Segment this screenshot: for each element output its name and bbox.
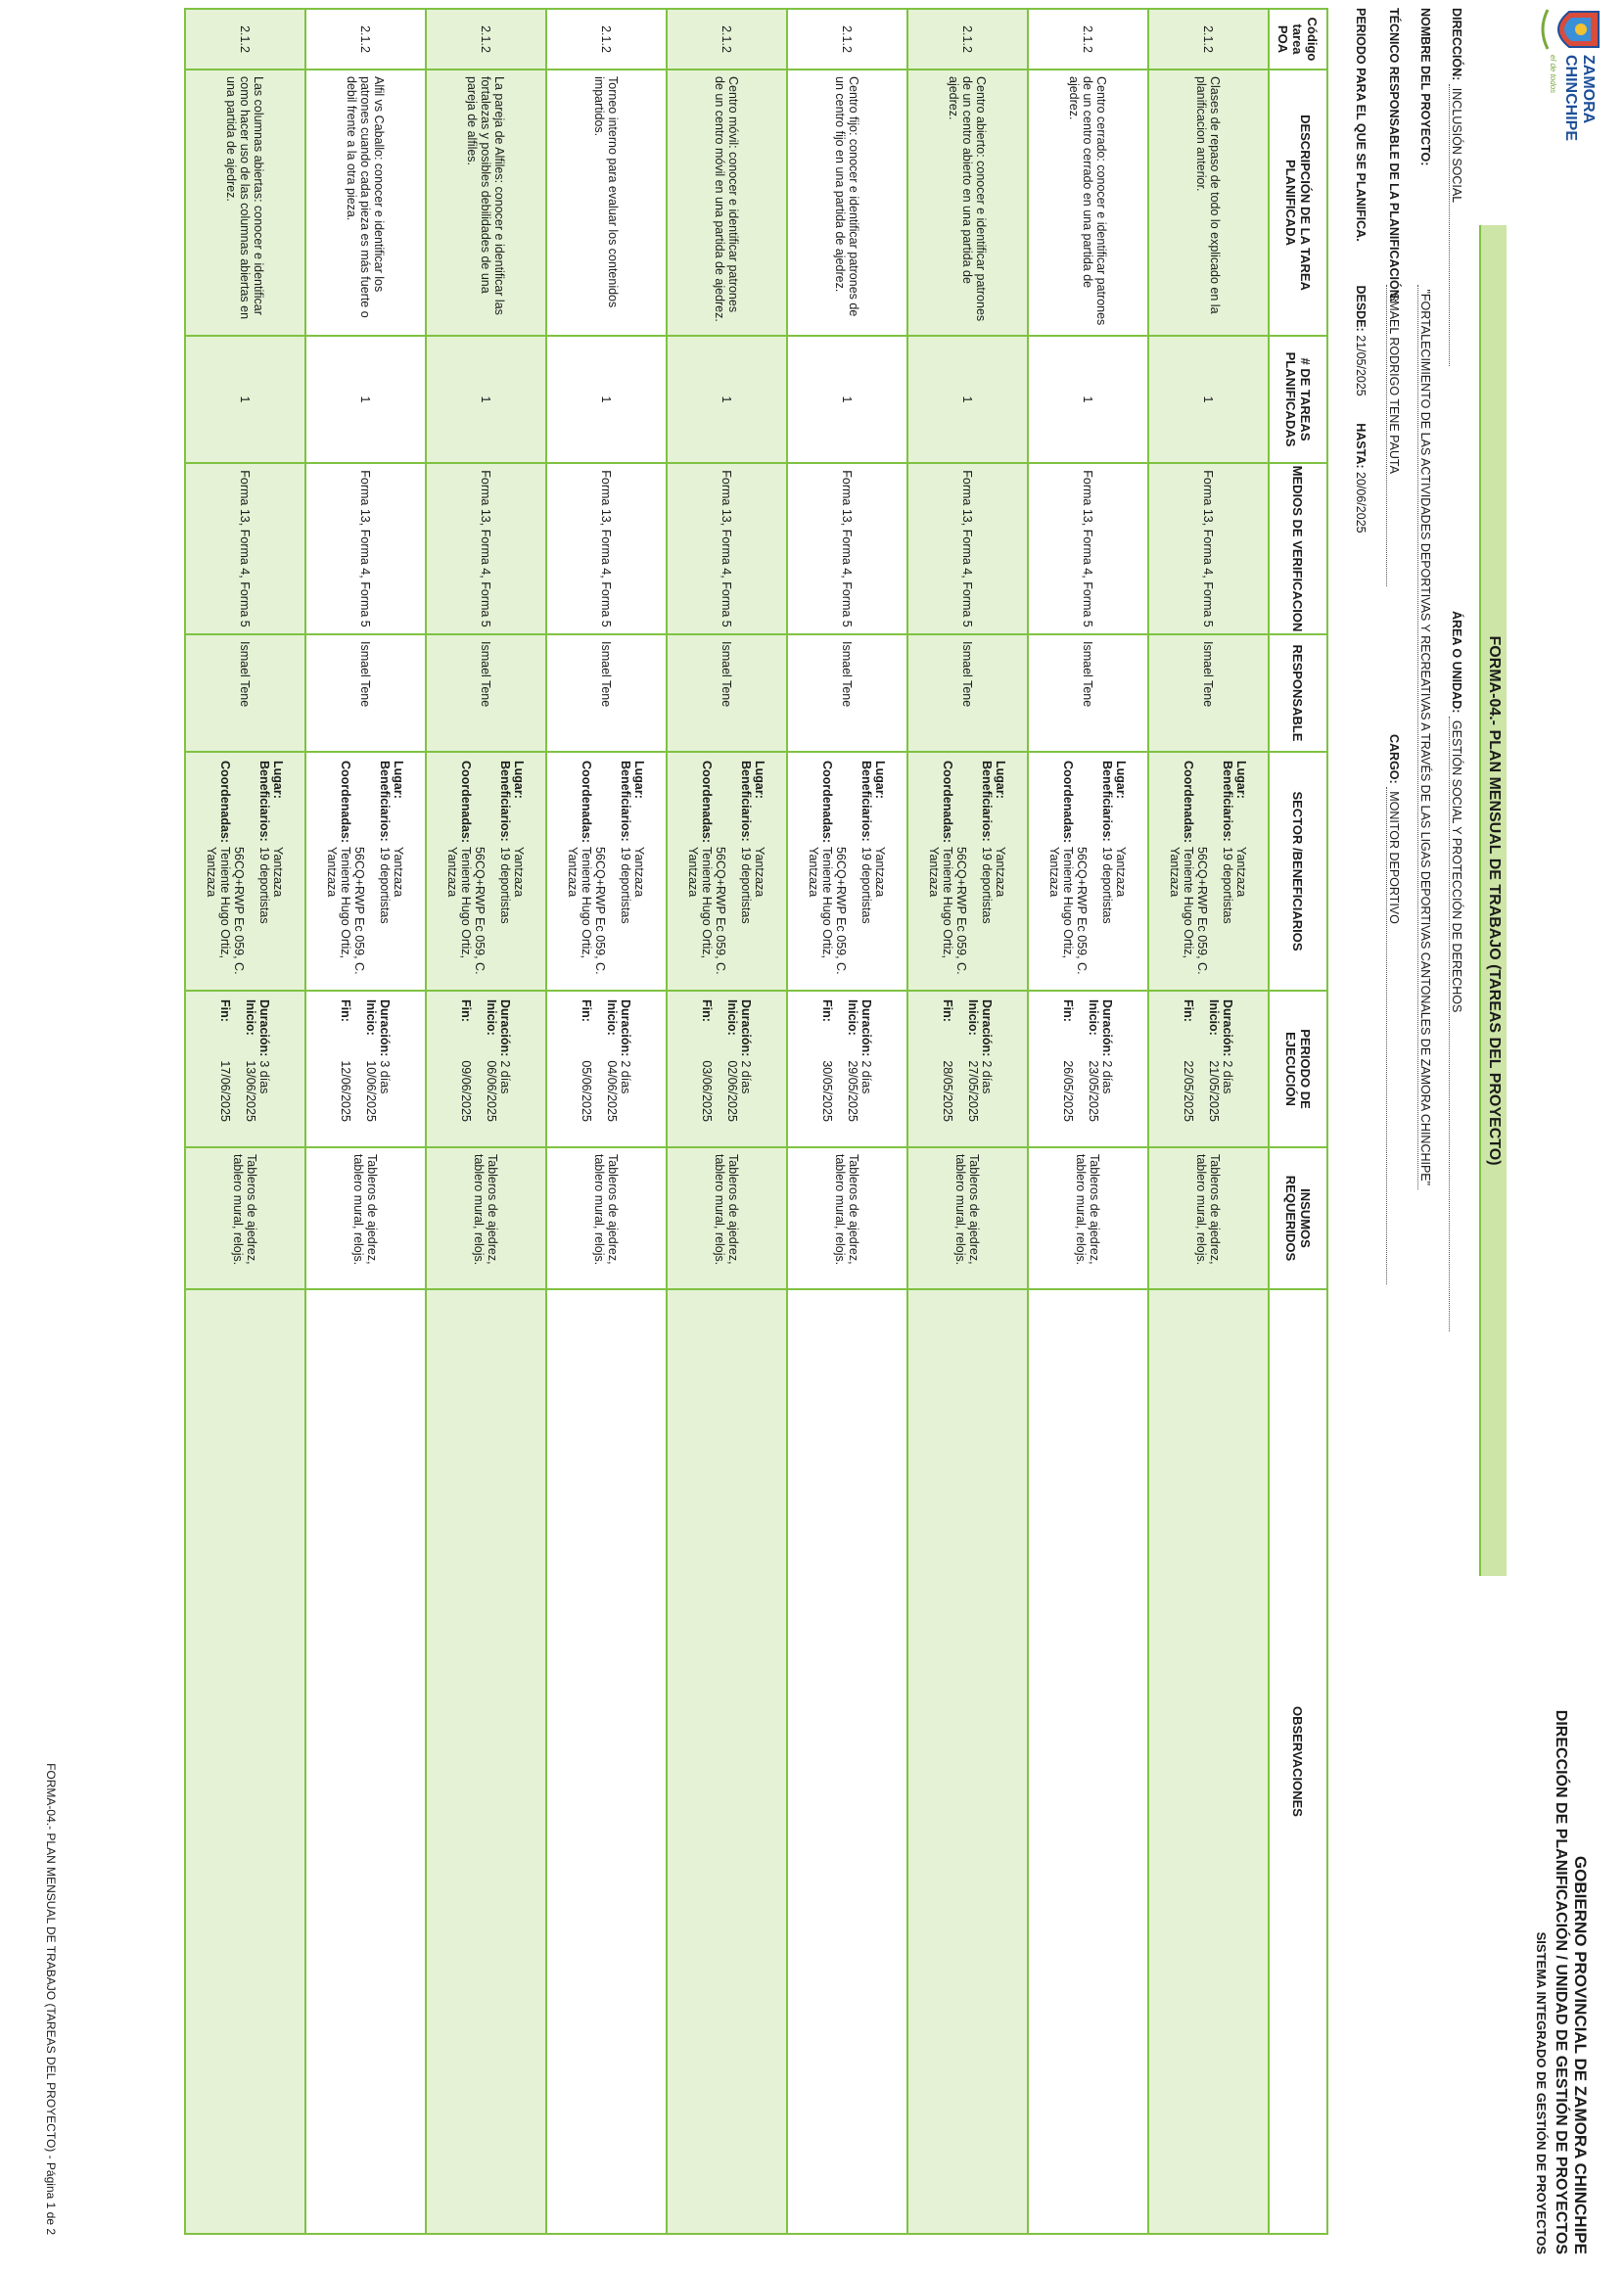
periodo-details [1183,998,1235,1140]
fin-value: 22/05/2025 [1182,1060,1196,1122]
coordenadas-label: Coordenadas: [941,761,955,844]
duracion-label: Duración: [1221,999,1235,1057]
cell-sector [667,752,787,991]
lugar-value: Yantzaza [873,847,888,898]
sector-details [928,759,1008,984]
coordenadas-label: Coordenadas: [339,761,353,844]
cell-insumos: Tableros de ajedrez, tablero mural, relojs. [787,1147,907,1289]
cell-responsable: Ismael Tene [1028,634,1148,752]
cell-medios: Forma 13, Forma 4, Forma 5 [907,463,1028,634]
cell-descripcion: Clases de repaso de todo lo explicado en la planificacion anterior. [1148,70,1269,336]
cell-insumos: Tableros de ajedrez, tablero mural, relojs. [185,1147,305,1289]
coordenadas-label: Coordenadas: [580,761,594,844]
inicio-label: Inicio: [725,999,740,1036]
inicio-label: Inicio: [966,999,981,1036]
duracion-label: Duración: [980,999,995,1057]
sector-details [206,759,286,984]
coordenadas-label: Coordenadas: [1061,761,1076,844]
header-sector: SECTOR /BENEFICIARIOS [1269,752,1327,991]
inicio-value: 13/06/2025 [244,1060,258,1122]
sector-details [567,759,647,984]
beneficiarios-value: 19 deportistas [1221,847,1235,924]
coordenadas-label: Coordenadas: [218,761,233,844]
fin-value: 26/05/2025 [1061,1060,1076,1122]
cell-medios: Forma 13, Forma 4, Forma 5 [787,463,907,634]
tecnico-field [1386,8,1401,586]
lugar-label: Lugar: [271,761,286,799]
duracion-value: 2 días [1100,1060,1115,1094]
cell-codigo: 2.1.2 [787,9,907,70]
cell-observaciones [667,1289,787,2234]
cell-responsable: Ismael Tene [1148,634,1269,752]
cell-codigo: 2.1.2 [667,9,787,70]
inicio-label: Inicio: [364,999,379,1036]
cell-periodo [787,991,907,1147]
sector-details [808,759,888,984]
tasks-table-body [185,9,1269,2234]
cell-descripcion: Centro fijo: conocer e identificar patrones de un centro fijo en una partida de ajedrez. [787,70,907,336]
lugar-label: Lugar: [873,761,888,799]
cell-num-tareas: 1 [667,336,787,463]
cell-responsable: Ismael Tene [426,634,546,752]
lugar-label: Lugar: [994,761,1008,799]
inicio-value: 29/05/2025 [846,1060,860,1122]
coat-of-arms-icon [1540,8,1608,51]
cell-insumos: Tableros de ajedrez, tablero mural, relojs. [305,1147,426,1289]
coordenadas-value: 56CQ+RWP Ec 059, C. Teniente Hugo Ortiz, Yantzaza [686,847,728,975]
lugar-value: Yantzaza [994,847,1008,898]
cell-sector [185,752,305,991]
cell-responsable: Ismael Tene [907,634,1028,752]
lugar-value: Yantzaza [1114,847,1129,898]
lugar-label: Lugar: [392,761,406,799]
duracion-value: 2 días [980,1060,995,1094]
area-label: ÁREA O UNIDAD: [1450,611,1463,714]
cell-sector [787,752,907,991]
header-codigo: Código tarea POA [1269,9,1327,70]
duracion-value: 2 días [1221,1060,1235,1094]
lugar-label: Lugar: [1234,761,1249,799]
fin-label: Fin: [700,999,715,1022]
lugar-value: Yantzaza [392,847,406,898]
beneficiarios-value: 19 deportistas [498,847,513,924]
fin-value: 03/06/2025 [700,1060,715,1122]
cell-responsable: Ismael Tene [305,634,426,752]
cell-periodo [667,991,787,1147]
cell-num-tareas: 1 [546,336,667,463]
desde-value: 21/05/2025 [1354,335,1368,396]
fin-label: Fin: [820,999,835,1022]
periodo-details [460,998,513,1140]
header-line2: DIRECCIÓN DE PLANIFICACIÓN / UNIDAD DE GESTIÓN DE PROYECTOS [1553,1709,1569,2254]
duracion-label: Duración: [619,999,633,1057]
inicio-label: Inicio: [846,999,860,1036]
cell-num-tareas: 1 [787,336,907,463]
cell-codigo: 2.1.2 [546,9,667,70]
beneficiarios-label: Beneficiarios: [980,761,995,842]
cell-insumos: Tableros de ajedrez, tablero mural, relojs. [1148,1147,1269,1289]
cell-insumos: Tableros de ajedrez, tablero mural, relojs. [667,1147,787,1289]
cell-sector [1028,752,1148,991]
sector-details [687,759,767,984]
fin-value: 17/06/2025 [218,1060,233,1122]
inicio-value: 10/06/2025 [364,1060,379,1122]
table-row [426,9,546,2234]
cell-codigo: 2.1.2 [1148,9,1269,70]
periodo-details [1062,998,1115,1140]
lugar-label: Lugar: [753,761,767,799]
coordenadas-label: Coordenadas: [459,761,474,844]
table-row [1148,9,1269,2234]
sector-details [1169,759,1249,984]
cell-insumos: Tableros de ajedrez, tablero mural, relojs. [907,1147,1028,1289]
cell-sector [305,752,426,991]
duracion-value: 3 días [257,1060,272,1094]
duracion-label: Duración: [739,999,754,1057]
duracion-value: 2 días [498,1060,513,1094]
periodo-field [1354,8,1368,534]
logo-name-line2: CHINCHIPE [1562,55,1579,142]
cell-num-tareas: 1 [907,336,1028,463]
lugar-value: Yantzaza [632,847,647,898]
cell-medios: Forma 13, Forma 4, Forma 5 [667,463,787,634]
cell-descripcion: Torneo interno para evaluar los contenidos impartidos. [546,70,667,336]
inicio-value: 21/05/2025 [1207,1060,1222,1122]
periodo-details [942,998,995,1140]
coordenadas-value: 56CQ+RWP Ec 059, C. Teniente Hugo Ortiz, Yantzaza [1168,847,1210,975]
header-line3: SISTEMA INTEGRADO DE GESTIÓN DE PROYECTOS [1534,1931,1549,2254]
fin-value: 09/06/2025 [459,1060,474,1122]
cell-num-tareas: 1 [1028,336,1148,463]
cell-sector [426,752,546,991]
fin-label: Fin: [218,999,233,1022]
cell-medios: Forma 13, Forma 4, Forma 5 [426,463,546,634]
lugar-value: Yantzaza [753,847,767,898]
beneficiarios-label: Beneficiarios: [619,761,633,842]
beneficiarios-label: Beneficiarios: [1100,761,1115,842]
cell-num-tareas: 1 [185,336,305,463]
cell-insumos: Tableros de ajedrez, tablero mural, relojs. [546,1147,667,1289]
duracion-label: Duración: [1100,999,1115,1057]
logo-tagline: el de todos [1549,55,1557,94]
cell-num-tareas: 1 [305,336,426,463]
header-line1: GOBIERNO PROVINCIAL DE ZAMORA CHINCHIPE [1571,1855,1590,2254]
inicio-value: 02/06/2025 [725,1060,740,1122]
cell-observaciones [1028,1289,1148,2234]
coordenadas-value: 56CQ+RWP Ec 059, C. Teniente Hugo Ortiz, Yantzaza [325,847,367,975]
duracion-value: 3 días [378,1060,393,1094]
sector-details [446,759,527,984]
fin-value: 05/06/2025 [580,1060,594,1122]
cell-num-tareas: 1 [1148,336,1269,463]
duracion-value: 2 días [619,1060,633,1094]
cell-sector [907,752,1028,991]
coordenadas-value: 56CQ+RWP Ec 059, C. Teniente Hugo Ortiz, Yantzaza [566,847,608,975]
sector-details [326,759,406,984]
fin-label: Fin: [1182,999,1196,1022]
beneficiarios-label: Beneficiarios: [498,761,513,842]
inicio-label: Inicio: [244,999,258,1036]
cell-medios: Forma 13, Forma 4, Forma 5 [1028,463,1148,634]
beneficiarios-value: 19 deportistas [980,847,995,924]
table-row [907,9,1028,2234]
inicio-label: Inicio: [485,999,499,1036]
cell-medios: Forma 13, Forma 4, Forma 5 [305,463,426,634]
header-num-tareas: # DE TAREAS PLANIFICADAS [1269,336,1327,463]
table-header-row [1269,9,1327,2234]
beneficiarios-label: Beneficiarios: [378,761,393,842]
cell-codigo: 2.1.2 [426,9,546,70]
cell-num-tareas: 1 [426,336,546,463]
header-periodo: PERIODO DE EJECUCIÓN [1269,991,1327,1147]
cell-descripcion: La pareja de Alfiles: conocer e identificar las fortalezas y posibles debilidades de una pareja de alfiles. [426,70,546,336]
header-insumos: INSUMOS REQUERIDOS [1269,1147,1327,1289]
cell-descripcion: Centro móvil: conocer e identificar patrones de un centro móvil en una partida de ajedrez. [667,70,787,336]
cargo-field [1386,734,1401,1284]
lugar-value: Yantzaza [512,847,527,898]
proyecto-label: NOMBRE DEL PROYECTO: [1418,8,1432,166]
periodo-details [219,998,272,1140]
beneficiarios-label: Beneficiarios: [859,761,874,842]
beneficiarios-label: Beneficiarios: [257,761,272,842]
duracion-value: 2 días [739,1060,754,1094]
header-medios: MEDIOS DE VERIFICACION [1269,463,1327,634]
cell-responsable: Ismael Tene [667,634,787,752]
direccion-label: DIRECCIÓN: [1450,8,1463,81]
periodo-details [340,998,393,1140]
coordenadas-value: 56CQ+RWP Ec 059, C. Teniente Hugo Ortiz, Yantzaza [1047,847,1090,975]
hasta-label: HASTA: [1354,423,1368,469]
tasks-table [184,8,1328,2235]
cell-periodo [546,991,667,1147]
desde-label: DESDE: [1354,285,1368,332]
lugar-label: Lugar: [1114,761,1129,799]
duracion-label: Duración: [498,999,513,1057]
cell-codigo: 2.1.2 [305,9,426,70]
form-title: FORMA-04.- PLAN MENSUAL DE TRABAJO (TAREAS DEL PROYECTO) [1479,225,1507,1576]
fin-value: 30/05/2025 [820,1060,835,1122]
beneficiarios-label: Beneficiarios: [739,761,754,842]
cell-observaciones [907,1289,1028,2234]
cell-codigo: 2.1.2 [907,9,1028,70]
tecnico-value: ISMAEL RODRIGO TENE PAUTA [1386,285,1401,586]
area-value: GESTIÓN SOCIAL Y PROTECCIÓN DE DERECHOS [1449,717,1463,1331]
inicio-value: 27/05/2025 [966,1060,981,1122]
fin-label: Fin: [941,999,955,1022]
header-descripcion: DESCRIPCIÓN DE LA TAREA PLANIFICADA [1269,70,1327,336]
cell-descripcion: Alfil vs Caballo: conocer e identificar los patrones cuando cada pieza es más fuerte o debil frente a la otra pieza. [305,70,426,336]
coordenadas-label: Coordenadas: [1182,761,1196,844]
inicio-label: Inicio: [1087,999,1101,1036]
cell-responsable: Ismael Tene [787,634,907,752]
inicio-value: 04/06/2025 [605,1060,620,1122]
cell-observaciones [426,1289,546,2234]
cell-periodo [907,991,1028,1147]
cargo-value: MONITOR DEPORTIVO [1386,787,1401,1284]
cell-medios: Forma 13, Forma 4, Forma 5 [1148,463,1269,634]
coordenadas-label: Coordenadas: [820,761,835,844]
direccion-value: INCLUSIÓN SOCIAL [1449,84,1463,366]
fin-label: Fin: [459,999,474,1022]
cell-responsable: Ismael Tene [185,634,305,752]
sector-details [1048,759,1129,984]
beneficiarios-value: 19 deportistas [619,847,633,924]
cell-observaciones [1148,1289,1269,2234]
cell-medios: Forma 13, Forma 4, Forma 5 [546,463,667,634]
duracion-label: Duración: [257,999,272,1057]
beneficiarios-value: 19 deportistas [1100,847,1115,924]
header-observaciones: OBSERVACIONES [1269,1289,1327,2234]
zamora-chinchipe-logo [1536,8,1614,155]
cell-descripcion: Centro cerrado: conocer e identificar patrones de un centro cerrado en una partida de ajedrez. [1028,70,1148,336]
beneficiarios-value: 19 deportistas [739,847,754,924]
tecnico-label: TÉCNICO RESPONSABLE DE LA PLANIFICACIÓN: [1387,8,1401,302]
coordenadas-value: 56CQ+RWP Ec 059, C. Teniente Hugo Ortiz, Yantzaza [205,847,247,975]
fin-value: 28/05/2025 [941,1060,955,1122]
institution-header [1531,1710,1590,2254]
cell-periodo [1148,991,1269,1147]
fin-label: Fin: [580,999,594,1022]
area-field [1449,611,1463,1331]
proyecto-field [1417,8,1432,1189]
duracion-label: Duración: [378,999,393,1057]
header-responsable: RESPONSABLE [1269,634,1327,752]
cell-observaciones [787,1289,907,2234]
logo-name-line1: ZAMORA [1580,55,1597,124]
lugar-value: Yantzaza [1234,847,1249,898]
table-row [1028,9,1148,2234]
table-row [546,9,667,2234]
periodo-details [701,998,754,1140]
lugar-label: Lugar: [512,761,527,799]
table-row [667,9,787,2234]
cell-descripcion: Centro abierto: conocer e identificar patrones de un centro abierto en una partida de ajedrez. [907,70,1028,336]
beneficiarios-value: 19 deportistas [859,847,874,924]
coordenadas-value: 56CQ+RWP Ec 059, C. Teniente Hugo Ortiz, Yantzaza [445,847,487,975]
table-row [305,9,426,2234]
cell-periodo [1028,991,1148,1147]
fin-value: 12/06/2025 [339,1060,353,1122]
inicio-value: 23/05/2025 [1087,1060,1101,1122]
periodo-details [580,998,633,1140]
cell-codigo: 2.1.2 [1028,9,1148,70]
beneficiarios-value: 19 deportistas [378,847,393,924]
cell-descripcion: Las columnas abiertas: conocer e identificar como hacer uso de las columnas abiertas en una partida de ajedrez. [185,70,305,336]
cell-sector [1148,752,1269,991]
periodo-details [821,998,874,1140]
cell-observaciones [185,1289,305,2234]
cell-codigo: 2.1.2 [185,9,305,70]
cell-insumos: Tableros de ajedrez, tablero mural, relojs. [1028,1147,1148,1289]
table-row [787,9,907,2234]
coordenadas-value: 56CQ+RWP Ec 059, C. Teniente Hugo Ortiz, Yantzaza [807,847,849,975]
cargo-label: CARGO: [1387,734,1401,784]
duracion-label: Duración: [859,999,874,1057]
inicio-value: 06/06/2025 [485,1060,499,1122]
cell-observaciones [305,1289,426,2234]
coordenadas-label: Coordenadas: [700,761,715,844]
cell-medios: Forma 13, Forma 4, Forma 5 [185,463,305,634]
table-row [185,9,305,2234]
cell-insumos: Tableros de ajedrez, tablero mural, relojs. [426,1147,546,1289]
periodo-label: PERIODO PARA EL QUE SE PLANIFICA. [1354,8,1368,242]
coordenadas-value: 56CQ+RWP Ec 059, C. Teniente Hugo Ortiz, Yantzaza [927,847,969,975]
fin-label: Fin: [339,999,353,1022]
cell-sector [546,752,667,991]
lugar-value: Yantzaza [271,847,286,898]
beneficiarios-value: 19 deportistas [257,847,272,924]
cell-observaciones [546,1289,667,2234]
page-footer: FORMA-04.- PLAN MENSUAL DE TRABAJO (TAREAS DEL PROYECTO) - Página 1 de 2 [44,1763,58,2235]
hasta-value: 20/06/2025 [1354,472,1368,534]
direccion-field [1449,8,1463,366]
cell-periodo [426,991,546,1147]
fin-label: Fin: [1061,999,1076,1022]
beneficiarios-label: Beneficiarios: [1221,761,1235,842]
proyecto-value: "FORTALECIMIENTO DE LAS ACTIVIDADES DEPORTIVAS Y RECREATIVAS A TRAVÉS DE LAS LIGAS DEPORTIVAS CANTONALES DE ZAMORA CHINCHIPE" [1417,285,1432,1189]
lugar-label: Lugar: [632,761,647,799]
cell-responsable: Ismael Tene [546,634,667,752]
inicio-label: Inicio: [1207,999,1222,1036]
inicio-label: Inicio: [605,999,620,1036]
duracion-value: 2 días [859,1060,874,1094]
cell-periodo [185,991,305,1147]
cell-periodo [305,991,426,1147]
